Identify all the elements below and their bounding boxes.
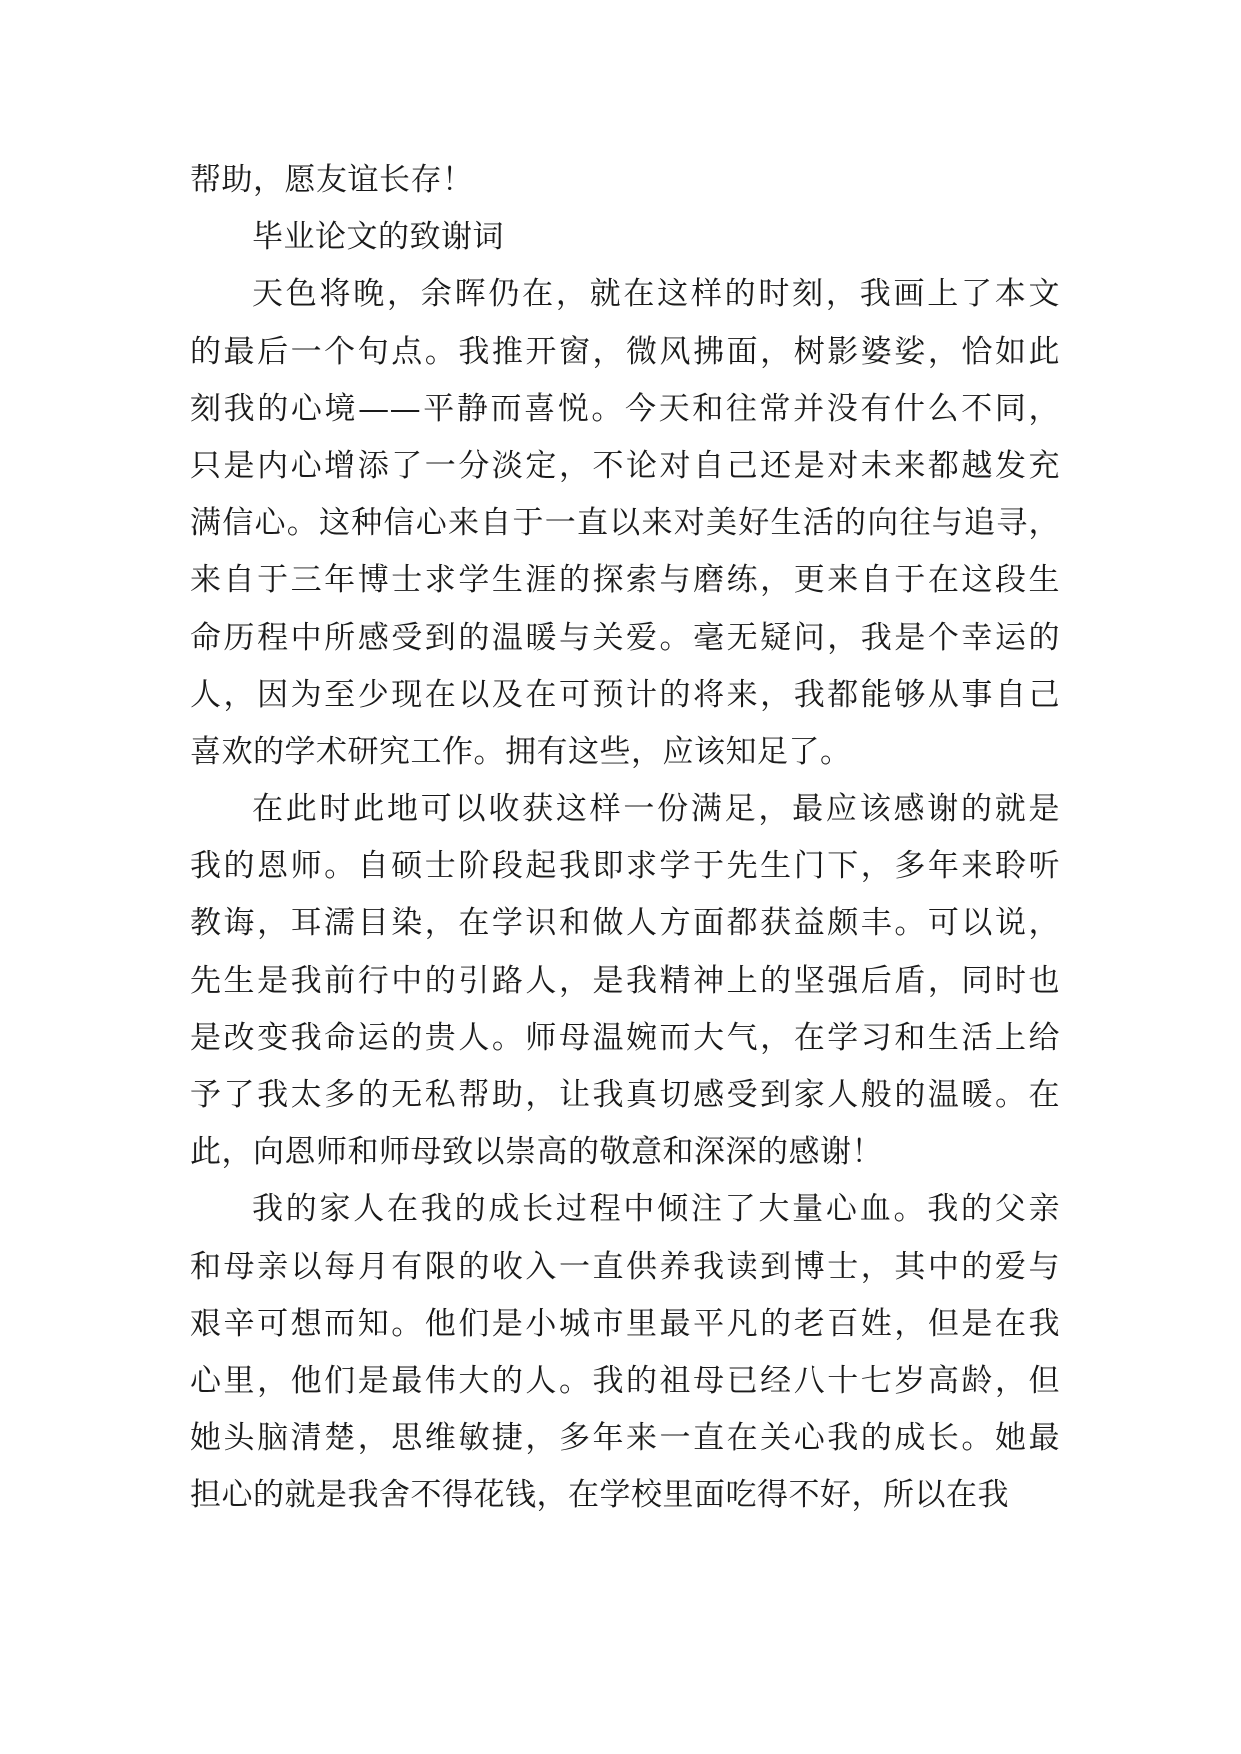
text-line: 命历程中所感受到的温暖与关爱。毫无疑问，我是个幸运的: [190, 619, 1060, 656]
text-line: 帮助，愿友谊长存！: [190, 162, 474, 198]
document-body: [190, 152, 1060, 1525]
text-line: 我的恩师。自硕士阶段起我即求学于先生门下，多年来聆听: [190, 848, 1060, 885]
paragraph: [190, 266, 1060, 781]
paragraph: [190, 1181, 1060, 1524]
text-line: 刻我的心境——平静而喜悦。今天和往常并没有什么不同，: [190, 390, 1060, 427]
text-line: 此，向恩师和师母致以崇高的敬意和深深的感谢！: [190, 1134, 883, 1171]
text-line: 满信心。这种信心来自于一直以来对美好生活的向往与追寻，: [190, 505, 1060, 542]
text-line: 予了我太多的无私帮助，让我真切感受到家人般的温暖。在: [190, 1077, 1060, 1113]
text-line: 她头脑清楚，思维敏捷，多年来一直在关心我的成长。她最: [190, 1420, 1060, 1457]
paragraph: [190, 209, 1060, 266]
text-line: 担心的就是我舍不得花钱，在学校里面吃得不好，所以在我: [190, 1477, 1009, 1514]
text-line: 先生是我前行中的引路人，是我精神上的坚强后盾，同时也: [190, 962, 1060, 999]
text-line: 是改变我命运的贵人。师母温婉而大气，在学习和生活上给: [190, 1019, 1060, 1056]
text-line: 在此时此地可以收获这样一份满足，最应该感谢的就是: [252, 791, 1060, 828]
text-line: 人，因为至少现在以及在可预计的将来，我都能够从事自己: [190, 676, 1060, 713]
text-line: 毕业论文的致谢词: [252, 219, 504, 256]
text-line: 只是内心增添了一分淡定，不论对自己还是对未来都越发充: [190, 447, 1060, 484]
text-line: 艰辛可想而知。他们是小城市里最平凡的老百姓，但是在我: [190, 1305, 1060, 1342]
text-line: 心里，他们是最伟大的人。我的祖母已经八十七岁高龄，但: [190, 1362, 1060, 1399]
text-line: 天色将晚，余晖仍在，就在这样的时刻，我画上了本文: [252, 276, 1060, 313]
paragraph: [190, 152, 1060, 209]
paragraph: [190, 781, 1060, 1181]
text-line: 的最后一个句点。我推开窗，微风拂面，树影婆娑，恰如此: [190, 333, 1060, 370]
text-line: 教诲，耳濡目染，在学识和做人方面都获益颇丰。可以说，: [190, 905, 1060, 942]
text-line: 和母亲以每月有限的收入一直供养我读到博士，其中的爱与: [190, 1248, 1060, 1285]
text-line: 我的家人在我的成长过程中倾注了大量心血。我的父亲: [252, 1191, 1060, 1228]
text-line: 来自于三年博士求学生涯的探索与磨练，更来自于在这段生: [190, 562, 1060, 599]
text-line: 喜欢的学术研究工作。拥有这些，应该知足了。: [190, 733, 852, 770]
